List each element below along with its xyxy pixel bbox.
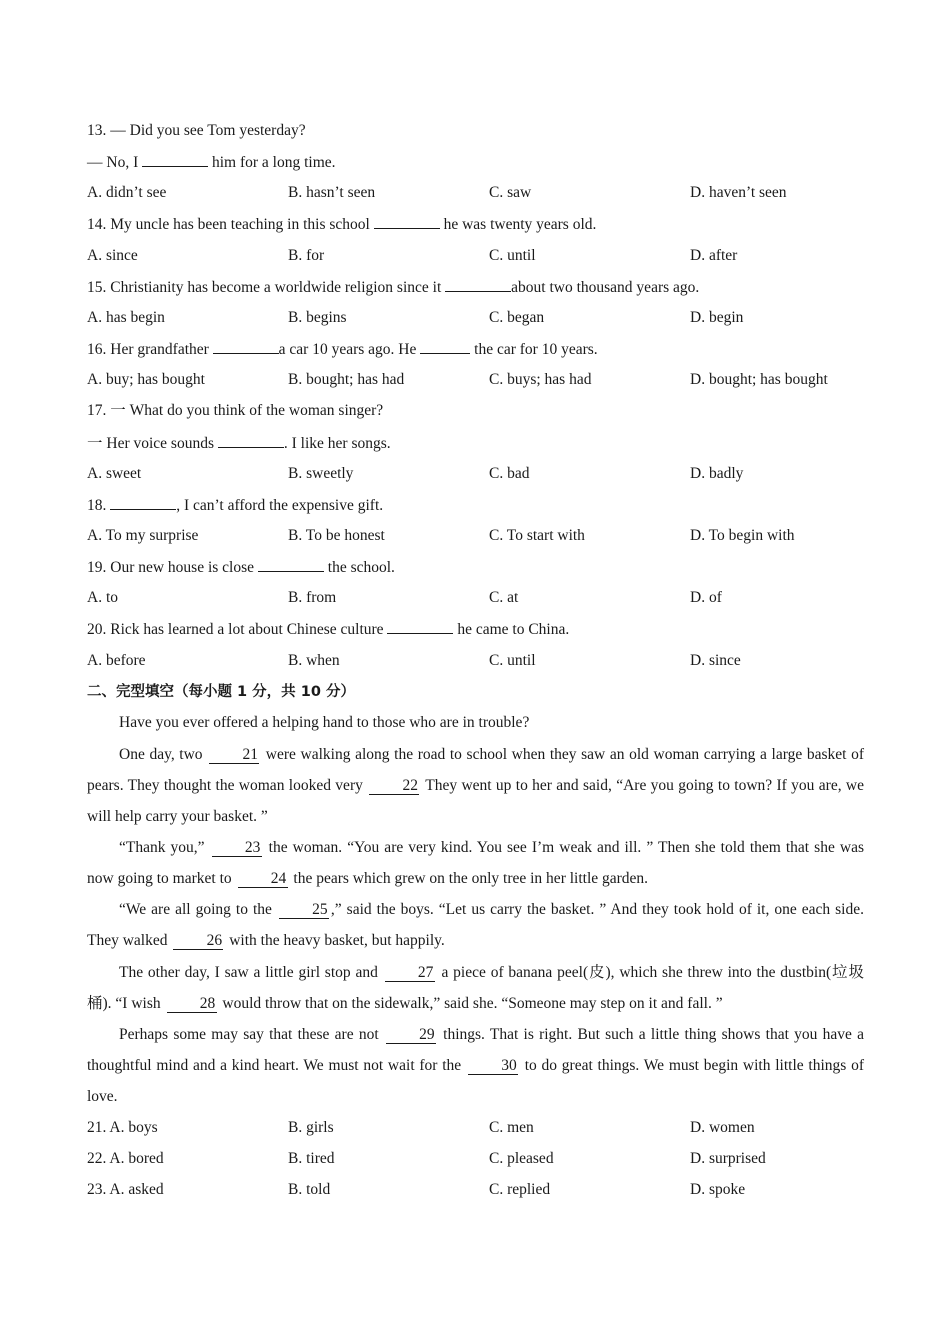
option-row (87, 183, 887, 203)
answer-option[interactable]: C. buys; has had (489, 371, 592, 389)
answer-option[interactable]: C. pleased (489, 1149, 554, 1167)
passage-text: One day, two (119, 745, 208, 763)
cloze-blank[interactable]: 30 (468, 1057, 518, 1075)
answer-option[interactable]: B. hasn’t seen (288, 184, 376, 202)
question-stem-line (87, 277, 699, 298)
answer-blank[interactable] (110, 495, 176, 510)
option-row (87, 588, 887, 608)
question-stem-line (87, 495, 383, 516)
passage-paragraph (87, 1019, 864, 1112)
stem-text: 14. My uncle has been teaching in this school (87, 216, 374, 234)
answer-option[interactable]: D. haven’t seen (690, 184, 787, 202)
cloze-option-row (87, 1180, 887, 1200)
answer-option[interactable]: D. To begin with (690, 526, 795, 544)
stem-text: 18. (87, 496, 111, 514)
question-stem-line (87, 339, 598, 360)
cloze-blank[interactable]: 26 (173, 932, 223, 950)
option-row (87, 370, 887, 390)
stem-text: — No, I (87, 154, 143, 172)
stem-text: he was twenty years old. (439, 216, 597, 234)
passage-text: would throw that on the sidewalk,” said she. “Someone may step on it and fall. ” (218, 994, 723, 1012)
passage-text: to do great things. We must begin with little things of love. (87, 1056, 864, 1105)
answer-option[interactable]: C. began (489, 308, 545, 326)
answer-option[interactable]: B. bought; has had (288, 371, 405, 389)
stem-text: the car for 10 years. (470, 341, 598, 359)
answer-option[interactable]: C. saw (489, 184, 532, 202)
answer-option[interactable]: B. from (288, 589, 337, 607)
stem-text: 16. Her grandfather (87, 341, 213, 359)
option-row (87, 651, 887, 671)
cloze-option-row (87, 1118, 887, 1138)
answer-option[interactable]: D. badly (690, 464, 744, 482)
answer-option[interactable]: B. To be honest (288, 526, 385, 544)
passage-text: Perhaps some may say that these are not (119, 1025, 384, 1043)
answer-blank[interactable] (387, 619, 453, 634)
answer-option[interactable]: A. To my surprise (87, 526, 199, 544)
cloze-option-row (87, 1149, 887, 1169)
passage-paragraph (87, 894, 864, 956)
answer-option[interactable]: C. at (489, 589, 519, 607)
option-row (87, 246, 887, 266)
stem-text: 13. — Did you see Tom yesterday? (87, 122, 306, 139)
answer-option[interactable]: 23. A. asked (87, 1181, 164, 1199)
answer-option[interactable]: C. To start with (489, 526, 585, 544)
stem-text: , I can’t afford the expensive gift. (176, 496, 384, 514)
question-stem-line (87, 557, 395, 578)
passage-text: “We are all going to the (119, 901, 277, 919)
stem-text: . I like her songs. (283, 434, 391, 452)
cloze-blank[interactable]: 27 (385, 964, 435, 982)
answer-option[interactable]: D. after (690, 246, 738, 264)
answer-option[interactable]: D. since (690, 651, 741, 669)
answer-option[interactable]: D. spoke (690, 1181, 746, 1199)
stem-text: 20. Rick has learned a lot about Chinese culture (87, 621, 388, 639)
answer-option[interactable]: B. begins (288, 308, 347, 326)
cloze-blank[interactable]: 29 (386, 1026, 436, 1044)
passage-text: a piece of banana peel(皮), which she threw into the dustbin(垃圾桶). “I wish (87, 963, 865, 1012)
question-stem-line (87, 152, 336, 173)
answer-blank[interactable] (374, 214, 440, 229)
passage-text: the pears which grew on the only tree in her little garden. (289, 869, 649, 887)
question-stem-line (87, 401, 383, 421)
passage-text: the woman. “You are very kind. You see I’m weak and ill. ” Then she told them that she was now going to market to (87, 838, 864, 887)
passage-paragraph (87, 707, 864, 738)
stem-text: 一 Her voice sounds (87, 434, 218, 452)
cloze-blank[interactable]: 25 (279, 901, 329, 919)
section-title: 二、完型填空（每小题 1 分，共 10 分） (87, 683, 355, 700)
question-stem-line (87, 214, 596, 235)
passage-text: They went up to her and said, “Are you going to town? If you are, we will help carry your basket. ” (87, 776, 864, 825)
answer-option[interactable]: D. women (690, 1118, 755, 1136)
passage-paragraph (87, 957, 864, 1019)
question-stem-line (87, 121, 306, 141)
answer-option[interactable]: D. of (690, 589, 722, 607)
stem-text: the school. (323, 559, 395, 577)
cloze-blank[interactable]: 22 (369, 777, 419, 795)
stem-text: about two thousand years ago. (511, 278, 700, 296)
answer-option[interactable]: D. begin (690, 308, 744, 326)
answer-blank[interactable] (445, 277, 511, 292)
answer-option[interactable]: B. for (288, 246, 325, 264)
stem-text: 17. 一 What do you think of the woman singer? (87, 402, 384, 420)
answer-option[interactable]: A. sweet (87, 464, 142, 482)
option-row (87, 464, 887, 484)
answer-option[interactable]: A. has begin (87, 308, 165, 326)
stem-text: him for a long time. (208, 154, 336, 172)
answer-blank[interactable] (213, 339, 279, 354)
passage-text: “Thank you,” (119, 838, 210, 856)
passage-text: ,” said the boys. “Let us carry the basket. ” And they took hold of it, one each side. They walked (87, 901, 864, 950)
answer-option[interactable]: B. told (288, 1181, 331, 1199)
answer-option[interactable]: 22. A. bored (87, 1149, 164, 1167)
answer-option[interactable]: A. buy; has bought (87, 371, 205, 389)
cloze-blank[interactable]: 21 (209, 746, 259, 764)
answer-option[interactable]: B. tired (288, 1149, 335, 1167)
answer-option[interactable]: C. bad (489, 464, 530, 482)
stem-text: 15. Christianity has become a worldwide religion since it (87, 278, 446, 296)
answer-option[interactable]: B. sweetly (288, 464, 354, 482)
question-stem-line (87, 433, 391, 454)
answer-option[interactable]: C. until (489, 651, 536, 669)
answer-option[interactable]: 21. A. boys (87, 1118, 158, 1136)
stem-text: he came to China. (453, 621, 570, 639)
option-row (87, 308, 887, 328)
passage-text: The other day, I saw a little girl stop and (119, 963, 383, 981)
stem-text: 19. Our new house is close (87, 559, 258, 577)
answer-option[interactable]: B. girls (288, 1118, 334, 1136)
cloze-blank[interactable]: 23 (212, 839, 262, 857)
question-stem-line (87, 619, 569, 640)
answer-option[interactable]: C. men (489, 1118, 534, 1136)
answer-blank[interactable] (258, 557, 324, 572)
answer-option[interactable]: B. when (288, 651, 340, 669)
cloze-blank[interactable]: 28 (167, 995, 217, 1013)
answer-blank[interactable] (142, 152, 208, 167)
passage-paragraph (87, 832, 864, 894)
answer-option[interactable]: A. to (87, 589, 118, 607)
answer-option[interactable]: A. before (87, 651, 146, 669)
answer-option[interactable]: D. bought; has bought (690, 371, 828, 389)
answer-blank[interactable] (420, 339, 470, 354)
answer-blank[interactable] (218, 433, 284, 448)
passage-text: were walking along the road to school when they saw an old woman carrying a large basket of pears. They thought the woman looked very (87, 745, 864, 794)
answer-option[interactable]: C. replied (489, 1181, 551, 1199)
option-row (87, 526, 887, 546)
passage-text: with the heavy basket, but happily. (225, 932, 445, 950)
stem-text: a car 10 years ago. He (278, 341, 421, 359)
answer-option[interactable]: A. didn’t see (87, 184, 167, 202)
passage-text: Have you ever offered a helping hand to those who are in trouble? (119, 714, 530, 732)
answer-option[interactable]: C. until (489, 246, 536, 264)
answer-option[interactable]: D. surprised (690, 1149, 766, 1167)
passage-paragraph (87, 739, 864, 832)
cloze-blank[interactable]: 24 (238, 870, 288, 888)
passage-text: things. That is right. But such a little thing shows that you have a thoughtful mind and a kind heart. We must not wait for the (87, 1025, 864, 1074)
answer-option[interactable]: A. since (87, 246, 138, 264)
